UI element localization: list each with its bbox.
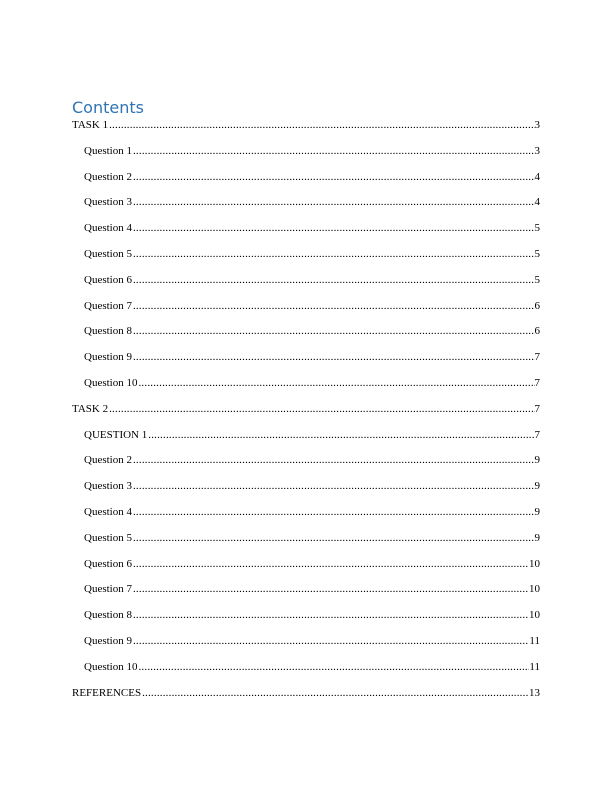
toc-page-number: 7 [534, 351, 540, 364]
toc-entry-title: Question 7 [84, 583, 132, 596]
toc-dot-leader [133, 609, 529, 621]
toc-entry[interactable] [72, 403, 540, 429]
toc-entry-title: Question 4 [84, 222, 132, 235]
toc-page-number: 6 [534, 325, 540, 338]
toc-entry-title: Question 2 [84, 454, 132, 467]
toc-page-number: 4 [534, 170, 540, 183]
toc-page-number: 9 [534, 480, 540, 493]
toc-dot-leader [133, 145, 535, 157]
table-of-contents [72, 119, 540, 712]
toc-dot-leader [138, 377, 534, 389]
toc-dot-leader [133, 325, 535, 337]
toc-entry[interactable] [72, 429, 540, 455]
toc-entry[interactable] [72, 480, 540, 506]
toc-dot-leader [148, 429, 534, 441]
toc-dot-leader [133, 635, 529, 647]
toc-entry[interactable] [72, 661, 540, 687]
toc-entry-title: Question 8 [84, 325, 132, 338]
toc-entry-title: TASK 2 [72, 402, 109, 415]
toc-page-number: 9 [534, 454, 540, 467]
toc-entry-title: QUESTION 1 [84, 428, 148, 441]
toc-entry-title: Question 9 [84, 351, 132, 364]
toc-entry-title: Question 7 [84, 299, 132, 312]
toc-entry-title: Question 10 [84, 660, 138, 673]
toc-entry-title: Question 1 [84, 144, 132, 157]
toc-dot-leader [133, 274, 535, 286]
toc-heading: Contents [72, 98, 144, 117]
toc-entry[interactable] [72, 609, 540, 635]
toc-entry[interactable] [72, 583, 540, 609]
toc-dot-leader [133, 222, 535, 234]
toc-dot-leader [133, 583, 529, 595]
toc-entry[interactable] [72, 351, 540, 377]
toc-dot-leader [133, 558, 529, 570]
toc-page-number: 6 [534, 299, 540, 312]
toc-entry[interactable] [72, 145, 540, 171]
toc-page-number: 10 [529, 583, 540, 596]
toc-page-number: 7 [534, 428, 540, 441]
toc-entry[interactable] [72, 196, 540, 222]
toc-page-number: 5 [534, 273, 540, 286]
toc-page-number: 10 [529, 609, 540, 622]
toc-page-number: 5 [534, 222, 540, 235]
toc-page-number: 11 [529, 634, 540, 647]
toc-entry-title: Question 5 [84, 531, 132, 544]
toc-entry-title: Question 10 [84, 376, 138, 389]
toc-entry[interactable] [72, 687, 540, 713]
toc-dot-leader [133, 171, 535, 183]
toc-entry-title: Question 6 [84, 273, 132, 286]
toc-entry-title: Question 3 [84, 480, 132, 493]
toc-entry-title: Question 2 [84, 170, 132, 183]
toc-entry[interactable] [72, 171, 540, 197]
toc-dot-leader [133, 454, 535, 466]
toc-page-number: 7 [534, 376, 540, 389]
toc-dot-leader [109, 119, 534, 131]
toc-dot-leader [142, 687, 529, 699]
toc-entry-title: Question 4 [84, 505, 132, 518]
toc-page-number: 3 [534, 119, 540, 131]
toc-entry[interactable] [72, 377, 540, 403]
toc-dot-leader [133, 196, 535, 208]
toc-entry[interactable] [72, 635, 540, 661]
toc-entry-title: REFERENCES [72, 686, 142, 699]
toc-page-number: 7 [534, 402, 540, 415]
toc-entry-title: Question 6 [84, 557, 132, 570]
toc-page-number: 4 [534, 196, 540, 209]
toc-page-number: 10 [529, 557, 540, 570]
toc-page-number: 9 [534, 505, 540, 518]
toc-page-number: 5 [534, 247, 540, 260]
toc-entry[interactable] [72, 532, 540, 558]
toc-dot-leader [133, 532, 535, 544]
toc-dot-leader [138, 661, 529, 673]
toc-entry[interactable] [72, 119, 540, 145]
toc-dot-leader [109, 403, 534, 415]
toc-dot-leader [133, 300, 535, 312]
toc-dot-leader [133, 248, 535, 260]
toc-entry[interactable] [72, 454, 540, 480]
toc-entry-title: Question 9 [84, 634, 132, 647]
toc-entry[interactable] [72, 274, 540, 300]
toc-entry-title: Question 8 [84, 609, 132, 622]
toc-entry[interactable] [72, 325, 540, 351]
toc-entry-title: Question 5 [84, 247, 132, 260]
toc-entry[interactable] [72, 300, 540, 326]
toc-dot-leader [133, 480, 535, 492]
toc-page-number: 9 [534, 531, 540, 544]
toc-entry[interactable] [72, 558, 540, 584]
toc-page-number: 3 [534, 144, 540, 157]
toc-dot-leader [133, 351, 535, 363]
toc-dot-leader [133, 506, 535, 518]
toc-entry[interactable] [72, 222, 540, 248]
toc-entry-title: Question 3 [84, 196, 132, 209]
toc-page-number: 11 [529, 660, 540, 673]
toc-entry-title: TASK 1 [72, 119, 109, 131]
toc-entry[interactable] [72, 248, 540, 274]
toc-page-number: 13 [529, 686, 540, 699]
toc-entry[interactable] [72, 506, 540, 532]
